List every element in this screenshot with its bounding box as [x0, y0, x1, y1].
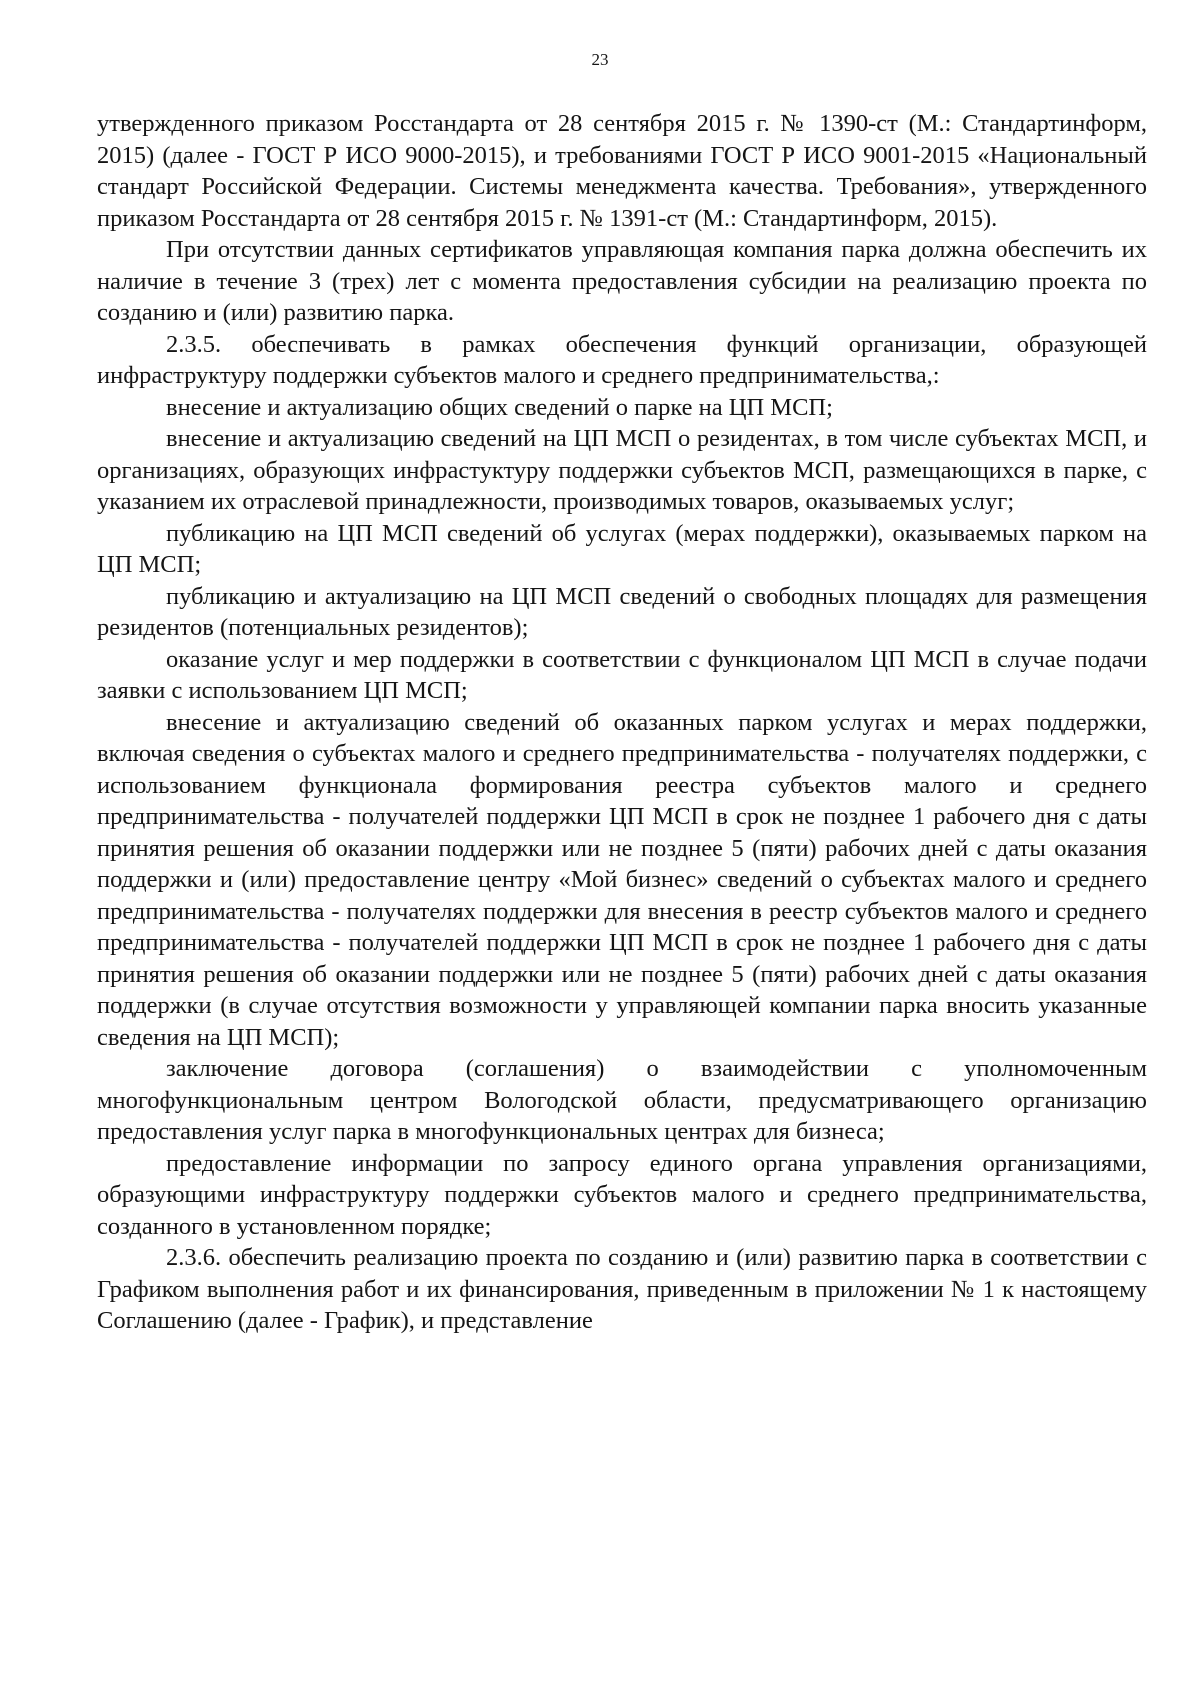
page-number: 23	[591, 50, 609, 69]
paragraph: внесение и актуализацию сведений об оказанных парком услугах и мерах поддержки, включая сведения о субъектах малого и среднего предпринимательства - получателях поддержки, с использованием функционала формирования реестра субъектов малого и среднего предпринимательства - получателей поддержки ЦП МСП в срок не позднее 1 рабочего дня с даты принятия решения об оказании поддержки или не позднее 5 (пяти) рабочих дней с даты оказания поддержки и (или) предоставление центру «Мой бизнес» сведений о субъектах малого и среднего предпринимательства - получателях поддержки для внесения в реестр субъектов малого и среднего предпринимательства - получателей поддержки ЦП МСП в срок не позднее 1 рабочего дня с даты принятия решения об оказании поддержки или не позднее 5 (пяти) рабочих дней с даты оказания поддержки (в случае отсутствия возможности у управляющей компании парка вносить указанные сведения на ЦП МСП);	[97, 708, 1147, 1051]
paragraph: публикацию на ЦП МСП сведений об услугах (мерах поддержки), оказываемых парком на ЦП МСП;	[97, 519, 1147, 578]
paragraph: При отсутствии данных сертификатов управляющая компания парка должна обеспечить их наличие в течение 3 (трех) лет с момента предоставления субсидии на реализацию проекта по созданию и (или) развитию парка.	[97, 236, 1147, 326]
paragraph: 2.3.6. обеспечить реализацию проекта по созданию и (или) развитию парка в соответствии с Графиком выполнения работ и их финансирования, приведенным в приложении № 1 к настоящему Соглашению (далее - График), и представление	[97, 1244, 1147, 1334]
paragraph: предоставление информации по запросу единого органа управления организациями, образующими инфраструктуру поддержки субъектов малого и среднего предпринимательства, созданного в установленном порядке;	[97, 1149, 1147, 1240]
paragraph: 2.3.5. обеспечивать в рамках обеспечения функций организации, образующей инфраструктуру поддержки субъектов малого и среднего предпринимательства,:	[97, 330, 1147, 389]
paragraph: внесение и актуализацию сведений на ЦП МСП о резидентах, в том числе субъектах МСП, и организациях, образующих инфрастуктуру поддержки субъектов МСП, размещающихся в парке, с указанием их отраслевой принадлежности, производимых товаров, оказываемых услуг;	[97, 425, 1147, 515]
document-body	[97, 108, 1147, 1337]
paragraph: публикацию и актуализацию на ЦП МСП сведений о свободных площадях для размещения резидентов (потенциальных резидентов);	[97, 582, 1147, 641]
paragraph: утвержденного приказом Росстандарта от 28 сентября 2015 г. № 1390-ст (М.: Стандартинформ, 2015) (далее - ГОСТ Р ИСО 9000-2015), и требованиями ГОСТ Р ИСО 9001-2015 «Национальный стандарт Российской Федерации. Системы менеджмента качества. Требования», утвержденного приказом Росстандарта от 28 сентября 2015 г. № 1391-ст (М.: Стандартинформ, 2015).	[97, 110, 1147, 232]
paragraph: оказание услуг и мер поддержки в соответствии с функционалом ЦП МСП в случае подачи заявки с использованием ЦП МСП;	[97, 645, 1147, 704]
paragraph: внесение и актуализацию общих сведений о парке на ЦП МСП;	[166, 393, 833, 421]
paragraph: заключение договора (соглашения) о взаимодействии с уполномоченным многофункциональным центром Вологодской области, предусматривающего организацию предоставления услуг парка в многофункциональных центрах для бизнеса;	[97, 1055, 1147, 1145]
